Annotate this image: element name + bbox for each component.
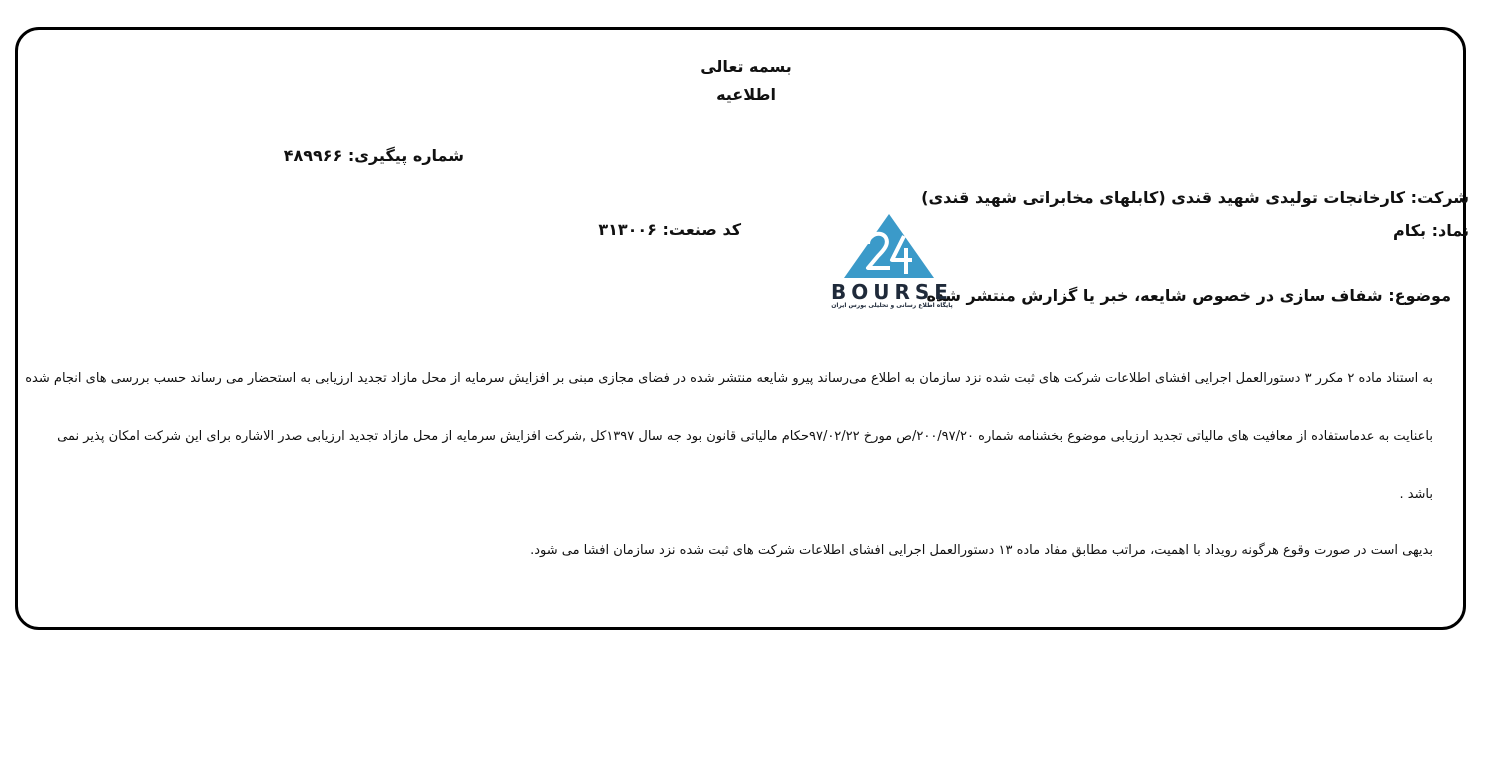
notice-frame [15,27,1466,630]
industry-code-label: کد صنعت: [662,220,741,239]
body-line-2: باعنایت به عدماستفاده از معافیت های مالیاتی تجدید ارزیابی موضوع بخشنامه شماره ۲۰۰/۹۷/۲۰/ص مورخ ۹۷/۰۲/۲۲حکام مالیاتی قانون بود جه سال ۱۳۹۷کل ,شرکت افزایش سرمایه از محل مازاد تجدید ارزیابی صدر الاشاره برای این شرکت امکان پذیر نمی [57,429,1433,444]
body-line-1: به استناد ماده ۲ مکرر ۳ دستورالعمل اجرایی افشای اطلاعات شرکت های ثبت شده نزد سازمان به اطلاع می‌رساند پیرو شایعه منتشر شده در فضای مجازی مبنی بر افزایش سرمایه از محل مازاد تجدید ارزیابی به استحضار می رساند حسب بررسی های انجام شده [25,371,1433,386]
bourse-triangle-icon [828,212,956,282]
tracking-number [284,146,464,165]
industry-code-value: ۳۱۳۰۰۶ [598,220,657,239]
bourse-logo-word: BOURSE [831,280,953,304]
company-line [921,188,1469,207]
subject-line [927,286,1451,305]
symbol-value: بکام [1393,221,1427,240]
symbol-line [1393,221,1469,240]
industry-code-line [598,220,741,239]
symbol-label: نماد: [1431,221,1469,240]
bismillah-heading: بسمه تعالی [700,57,792,76]
company-value: کارخانجات تولیدی شهید قندی (کابلهای مخابراتی شهید قندی) [921,188,1406,207]
company-label: شرکت: [1410,188,1469,207]
subject-value: شفاف سازی در خصوص شایعه، خبر یا گزارش منتشر شده [926,286,1383,305]
notice-heading: اطلاعیه [716,85,776,104]
body-line-4: بدیهی است در صورت وقوع هرگونه رویداد با اهمیت، مراتب مطابق مفاد ماده ۱۳ دستورالعمل اجرایی افشای اطلاعات شرکت های ثبت شده نزد سازمان افشا می شود. [530,543,1433,558]
bourse-logo-subtitle: پایگاه اطلاع رسانی و تحلیلی بورس ایران [831,302,953,309]
body-line-3: باشد . [1399,487,1433,502]
tracking-label: شماره پیگیری: [347,146,464,165]
subject-label: موضوع: [1388,286,1451,305]
bourse-logo [828,212,956,316]
tracking-value: ۴۸۹۹۶۶ [283,146,343,165]
